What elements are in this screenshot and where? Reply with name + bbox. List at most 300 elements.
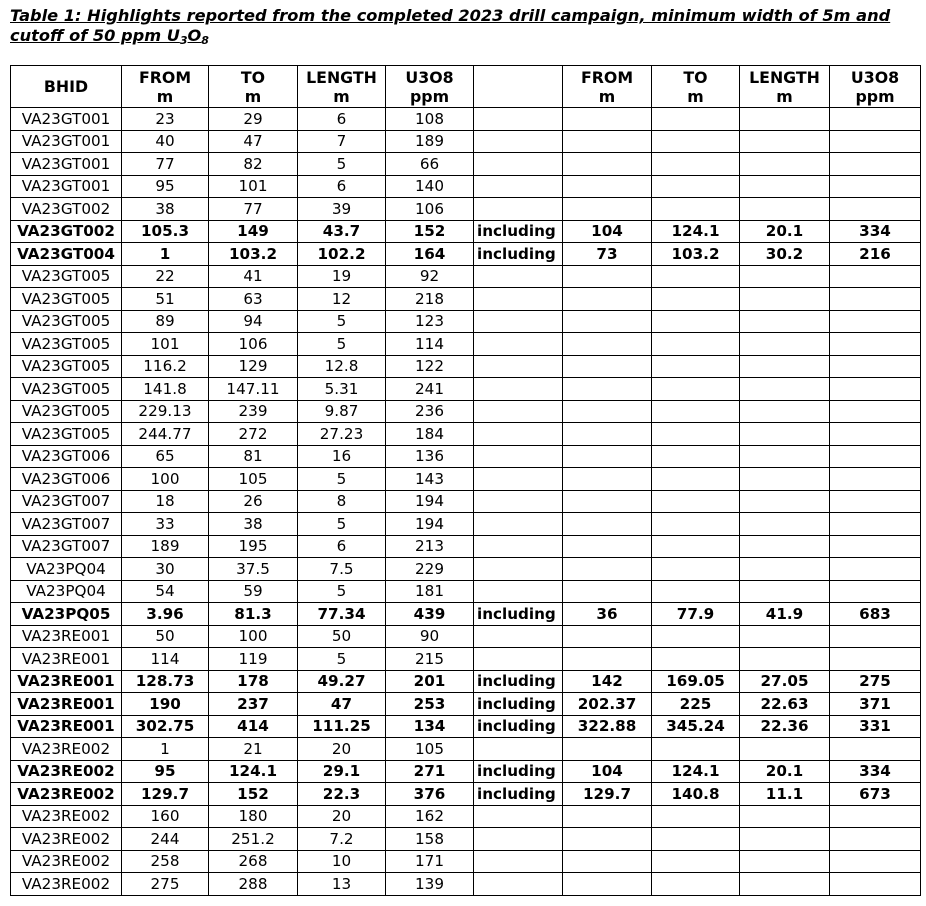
table-cell: 41 (209, 265, 298, 288)
table-cell (652, 648, 740, 671)
table-cell (652, 130, 740, 153)
table-row (11, 333, 921, 356)
table-cell: 213 (386, 535, 474, 558)
table-row (11, 243, 921, 266)
table-cell: 237 (209, 693, 298, 716)
table-cell (830, 738, 921, 761)
table-cell: 50 (298, 625, 386, 648)
table-cell: 7.2 (298, 828, 386, 851)
table-cell (563, 355, 652, 378)
table-cell: 105.3 (122, 220, 209, 243)
table-cell: 22.63 (740, 693, 830, 716)
column-header-label: LENGTH (749, 67, 820, 87)
table-cell: VA23GT005 (11, 288, 122, 311)
table-cell: 275 (830, 670, 921, 693)
column-header-label: TO (240, 67, 266, 87)
table-cell: VA23PQ05 (11, 603, 122, 626)
table-cell (830, 265, 921, 288)
table-cell: 95 (122, 175, 209, 198)
table-row (11, 760, 921, 783)
table-cell: 331 (830, 715, 921, 738)
table-cell: 180 (209, 805, 298, 828)
table-cell (830, 333, 921, 356)
table-row (11, 355, 921, 378)
table-cell (474, 850, 563, 873)
table-cell (740, 648, 830, 671)
table-cell: VA23GT005 (11, 333, 122, 356)
table-cell: 104 (563, 760, 652, 783)
table-cell: 37.5 (209, 558, 298, 581)
table-cell: 51 (122, 288, 209, 311)
table-cell: 5 (298, 580, 386, 603)
caption-subscript-8: 8 (201, 34, 209, 47)
table-cell: VA23GT006 (11, 445, 122, 468)
table-cell: VA23GT001 (11, 175, 122, 198)
table-cell: 94 (209, 310, 298, 333)
table-cell (474, 580, 563, 603)
table-cell: 152 (386, 220, 474, 243)
table-cell: 47 (298, 693, 386, 716)
column-header (830, 66, 921, 108)
column-header (298, 66, 386, 108)
table-cell (740, 378, 830, 401)
table-cell: 218 (386, 288, 474, 311)
table-cell: 27.23 (298, 423, 386, 446)
column-header (740, 66, 830, 108)
table-cell: VA23GT007 (11, 535, 122, 558)
table-cell (740, 355, 830, 378)
table-cell: 6 (298, 108, 386, 131)
table-row (11, 445, 921, 468)
table-cell (830, 310, 921, 333)
table-cell: 5.31 (298, 378, 386, 401)
table-cell (740, 333, 830, 356)
table-cell: 89 (122, 310, 209, 333)
table-cell: 30.2 (740, 243, 830, 266)
table-row (11, 693, 921, 716)
table-cell (474, 400, 563, 423)
table-cell (652, 310, 740, 333)
table-cell: 1 (122, 738, 209, 761)
table-cell (740, 153, 830, 176)
table-cell: 229 (386, 558, 474, 581)
table-cell (563, 108, 652, 131)
table-cell: 111.25 (298, 715, 386, 738)
table-cell: 20.1 (740, 220, 830, 243)
table-row (11, 108, 921, 131)
table-row (11, 468, 921, 491)
table-row (11, 873, 921, 896)
column-header (563, 66, 652, 108)
table-row (11, 175, 921, 198)
table-cell: 81 (209, 445, 298, 468)
table-cell: 102.2 (298, 243, 386, 266)
table-cell: 38 (209, 513, 298, 536)
table-cell: 8 (298, 490, 386, 513)
table-cell: 12 (298, 288, 386, 311)
table-row (11, 535, 921, 558)
table-cell (740, 265, 830, 288)
table-cell: 73 (563, 243, 652, 266)
table-row (11, 265, 921, 288)
table-cell: 20.1 (740, 760, 830, 783)
table-row (11, 828, 921, 851)
table-cell (830, 153, 921, 176)
table-cell: VA23RE002 (11, 760, 122, 783)
table-cell: 140 (386, 175, 474, 198)
table-cell (652, 423, 740, 446)
column-header-unit: m (687, 86, 704, 106)
table-cell: 371 (830, 693, 921, 716)
table-cell (652, 738, 740, 761)
table-cell: 77.34 (298, 603, 386, 626)
table-cell: including (474, 670, 563, 693)
table-cell: 77 (209, 198, 298, 221)
table-cell: 65 (122, 445, 209, 468)
table-row (11, 490, 921, 513)
table-cell: 345.24 (652, 715, 740, 738)
table-cell: 47 (209, 130, 298, 153)
table-cell: VA23RE002 (11, 805, 122, 828)
table-cell (474, 198, 563, 221)
table-cell: 189 (122, 535, 209, 558)
table-cell: VA23GT007 (11, 490, 122, 513)
table-cell: 22.36 (740, 715, 830, 738)
table-cell: 33 (122, 513, 209, 536)
table-cell: 202.37 (563, 693, 652, 716)
table-cell: VA23RE001 (11, 670, 122, 693)
table-cell: 101 (122, 333, 209, 356)
table-cell: 114 (122, 648, 209, 671)
table-cell: 106 (209, 333, 298, 356)
table-cell: 268 (209, 850, 298, 873)
table-cell (474, 288, 563, 311)
table-row (11, 805, 921, 828)
table-cell: 95 (122, 760, 209, 783)
table-cell: VA23RE002 (11, 828, 122, 851)
table-cell (474, 490, 563, 513)
table-cell: 251.2 (209, 828, 298, 851)
table-cell: 229.13 (122, 400, 209, 423)
table-cell (740, 310, 830, 333)
table-cell: including (474, 783, 563, 806)
table-cell (830, 513, 921, 536)
table-cell (563, 873, 652, 896)
table-cell: VA23PQ04 (11, 558, 122, 581)
table-cell: VA23RE002 (11, 783, 122, 806)
table-cell: 141.8 (122, 378, 209, 401)
caption-text: Table 1: Highlights reported from the completed 2023 drill campaign, minimum width of 5m and cutoff of 50 ppm U (10, 6, 891, 45)
table-cell: 334 (830, 760, 921, 783)
table-cell: 215 (386, 648, 474, 671)
column-header-unit: m (333, 86, 350, 106)
table-row (11, 400, 921, 423)
table-cell (652, 400, 740, 423)
table-cell (652, 378, 740, 401)
table-cell (830, 400, 921, 423)
table-cell (652, 805, 740, 828)
table-cell: 129.7 (122, 783, 209, 806)
table-cell (652, 580, 740, 603)
table-cell (474, 130, 563, 153)
table-cell: 63 (209, 288, 298, 311)
table-cell: 6 (298, 535, 386, 558)
table-cell: 16 (298, 445, 386, 468)
table-cell: VA23GT004 (11, 243, 122, 266)
table-cell (740, 535, 830, 558)
table-cell (740, 580, 830, 603)
table-row (11, 715, 921, 738)
table-cell: 59 (209, 580, 298, 603)
table-cell (652, 288, 740, 311)
table-cell (474, 355, 563, 378)
table-cell: 239 (209, 400, 298, 423)
table-cell (652, 265, 740, 288)
column-header (11, 66, 122, 108)
column-header-label: U3O8 (405, 67, 454, 87)
table-row (11, 648, 921, 671)
table-row (11, 198, 921, 221)
table-cell (563, 265, 652, 288)
table-cell: 81.3 (209, 603, 298, 626)
table-cell (474, 558, 563, 581)
table-cell: 5 (298, 648, 386, 671)
table-cell (563, 850, 652, 873)
table-cell: VA23GT005 (11, 355, 122, 378)
table-cell (652, 153, 740, 176)
table-cell (474, 625, 563, 648)
table-cell: 169.05 (652, 670, 740, 693)
table-cell (563, 805, 652, 828)
table-cell: 22 (122, 265, 209, 288)
table-cell (830, 198, 921, 221)
table-cell (652, 468, 740, 491)
table-cell: 9.87 (298, 400, 386, 423)
table-cell: 194 (386, 513, 474, 536)
table-cell: 201 (386, 670, 474, 693)
table-cell: 100 (209, 625, 298, 648)
table-cell (652, 490, 740, 513)
drill-results-table (10, 65, 921, 896)
table-row (11, 130, 921, 153)
table-cell (652, 108, 740, 131)
table-cell: 253 (386, 693, 474, 716)
table-cell: 272 (209, 423, 298, 446)
column-header (652, 66, 740, 108)
table-cell: 322.88 (563, 715, 652, 738)
table-cell (563, 580, 652, 603)
table-cell (830, 288, 921, 311)
table-cell (474, 805, 563, 828)
table-cell (652, 625, 740, 648)
table-cell: VA23RE001 (11, 693, 122, 716)
table-cell: 18 (122, 490, 209, 513)
column-header (474, 66, 563, 108)
table-cell: including (474, 693, 563, 716)
table-cell: 124.1 (652, 220, 740, 243)
table-cell: 119 (209, 648, 298, 671)
column-header-label: TO (683, 67, 708, 87)
table-cell (830, 445, 921, 468)
table-cell: 244 (122, 828, 209, 851)
table-cell: 194 (386, 490, 474, 513)
table-cell: 29.1 (298, 760, 386, 783)
table-row (11, 423, 921, 446)
table-cell: 92 (386, 265, 474, 288)
table-cell: VA23GT005 (11, 265, 122, 288)
table-row (11, 603, 921, 626)
table-row (11, 378, 921, 401)
table-cell: 30 (122, 558, 209, 581)
table-cell: 90 (386, 625, 474, 648)
table-cell (652, 558, 740, 581)
table-cell: VA23PQ04 (11, 580, 122, 603)
table-cell (563, 535, 652, 558)
table-cell: 162 (386, 805, 474, 828)
table-cell (830, 378, 921, 401)
table-cell: VA23RE002 (11, 738, 122, 761)
table-cell (740, 130, 830, 153)
table-cell: 49.27 (298, 670, 386, 693)
table-cell (563, 648, 652, 671)
table-cell: 5 (298, 333, 386, 356)
table-cell: 29 (209, 108, 298, 131)
table-cell: VA23GT005 (11, 310, 122, 333)
table-cell: 7 (298, 130, 386, 153)
table-cell (740, 513, 830, 536)
table-cell (474, 310, 563, 333)
table-cell (740, 288, 830, 311)
table-cell (474, 513, 563, 536)
table-cell: 271 (386, 760, 474, 783)
table-cell: 122 (386, 355, 474, 378)
table-cell: 236 (386, 400, 474, 423)
table-cell (563, 310, 652, 333)
table-cell: 36 (563, 603, 652, 626)
table-cell (652, 850, 740, 873)
table-cell (474, 423, 563, 446)
table-cell (830, 535, 921, 558)
table-cell (652, 175, 740, 198)
table-cell (474, 378, 563, 401)
table-cell: 100 (122, 468, 209, 491)
table-cell (652, 445, 740, 468)
table-cell: 139 (386, 873, 474, 896)
column-header-label: LENGTH (306, 67, 377, 87)
table-cell: 129.7 (563, 783, 652, 806)
table-cell (474, 445, 563, 468)
table-cell: 673 (830, 783, 921, 806)
table-cell (652, 355, 740, 378)
table-cell (830, 108, 921, 131)
table-cell: including (474, 603, 563, 626)
table-cell: 181 (386, 580, 474, 603)
table-cell: 683 (830, 603, 921, 626)
table-cell: VA23RE002 (11, 850, 122, 873)
table-cell (474, 873, 563, 896)
table-row (11, 153, 921, 176)
table-cell: 178 (209, 670, 298, 693)
table-cell (740, 625, 830, 648)
table-cell: 77 (122, 153, 209, 176)
table-cell: 5 (298, 513, 386, 536)
table-cell: 43.7 (298, 220, 386, 243)
table-cell: 241 (386, 378, 474, 401)
table-cell: 5 (298, 153, 386, 176)
table-cell (563, 558, 652, 581)
table-cell (652, 535, 740, 558)
table-cell: including (474, 220, 563, 243)
table-cell (474, 738, 563, 761)
table-cell (740, 738, 830, 761)
table-cell (740, 873, 830, 896)
table-cell: including (474, 243, 563, 266)
column-header-unit: ppm (855, 86, 895, 106)
table-cell: VA23RE001 (11, 625, 122, 648)
table-cell: 184 (386, 423, 474, 446)
table-cell: 134 (386, 715, 474, 738)
table-cell (563, 198, 652, 221)
table-cell (830, 490, 921, 513)
column-header-unit: m (598, 86, 616, 106)
table-row (11, 625, 921, 648)
table-cell: 105 (386, 738, 474, 761)
column-header (209, 66, 298, 108)
table-cell: 123 (386, 310, 474, 333)
table-cell (474, 468, 563, 491)
table-cell (474, 648, 563, 671)
table-cell (474, 265, 563, 288)
caption-subscript-3: 3 (179, 34, 188, 47)
table-cell: 20 (298, 738, 386, 761)
table-cell: 101 (209, 175, 298, 198)
table-cell: including (474, 715, 563, 738)
table-cell (563, 625, 652, 648)
table-cell: 275 (122, 873, 209, 896)
table-cell (740, 423, 830, 446)
table-cell (563, 445, 652, 468)
table-cell (830, 873, 921, 896)
table-row (11, 558, 921, 581)
table-cell (474, 108, 563, 131)
table-cell (563, 423, 652, 446)
table-row (11, 783, 921, 806)
table-cell: VA23GT001 (11, 130, 122, 153)
table-cell: including (474, 760, 563, 783)
table-cell: 216 (830, 243, 921, 266)
table-cell: VA23RE002 (11, 873, 122, 896)
table-cell: 10 (298, 850, 386, 873)
table-cell (740, 175, 830, 198)
table-cell: VA23GT002 (11, 198, 122, 221)
table-cell: 54 (122, 580, 209, 603)
table-cell: 20 (298, 805, 386, 828)
table-cell: 128.73 (122, 670, 209, 693)
table-cell (563, 288, 652, 311)
table-cell: VA23GT005 (11, 378, 122, 401)
column-header (122, 66, 209, 108)
table-cell (563, 130, 652, 153)
table-cell (652, 513, 740, 536)
table-cell (830, 423, 921, 446)
table-cell: 41.9 (740, 603, 830, 626)
table-cell: 38 (122, 198, 209, 221)
table-cell (830, 175, 921, 198)
table-row (11, 288, 921, 311)
table-row (11, 220, 921, 243)
table-cell (740, 468, 830, 491)
table-cell (563, 378, 652, 401)
